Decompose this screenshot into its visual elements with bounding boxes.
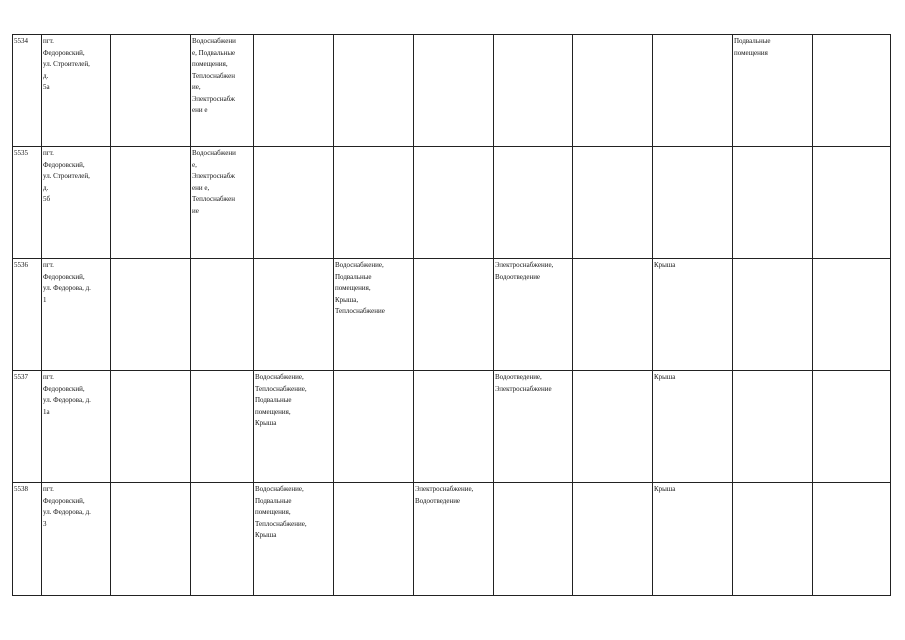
table-row: [13, 483, 891, 596]
cell-id: [13, 371, 42, 483]
cell-text-line: ие,: [192, 83, 201, 91]
address-line: 5а: [43, 83, 50, 91]
cell-text-line: Водоснабжение,: [255, 373, 304, 381]
cell-c7: [573, 259, 653, 371]
cell-empty: [813, 147, 891, 259]
cell-text-line: Крыша,: [335, 295, 359, 304]
address-line: Федоровский,: [43, 48, 85, 57]
cell-text-line: Водоснабжени: [192, 37, 236, 45]
cell-c6: [494, 483, 573, 596]
cell-c8: [653, 35, 733, 147]
cell-empty: [111, 147, 191, 259]
cell-c2: [191, 259, 254, 371]
cell-c4: [334, 483, 414, 596]
cell-c2: [191, 35, 254, 147]
cell-c9: [733, 483, 813, 596]
cell-address: [42, 147, 111, 259]
cell-c7: [573, 147, 653, 259]
cell-text-line: Подвальные: [335, 272, 372, 281]
cell-text-line: ие: [192, 206, 199, 215]
address-line: д.: [43, 183, 49, 192]
address-line: 1а: [43, 407, 50, 416]
cell-text-line: ени е: [192, 106, 208, 114]
row-id: 5537: [14, 373, 28, 381]
cell-text-line: Водоотведение,: [495, 373, 542, 381]
cell-c5: [414, 35, 494, 147]
cell-id: [13, 147, 42, 259]
cell-c2: [191, 483, 254, 596]
address-line: Федоровский,: [43, 160, 85, 169]
cell-address: [42, 35, 111, 147]
cell-text-line: помещения: [734, 48, 768, 57]
cell-text-line: Водоотведение: [415, 496, 461, 505]
cell-c7: [573, 483, 653, 596]
cell-empty: [813, 371, 891, 483]
cell-text-line: Электроснабжение: [495, 384, 552, 393]
address-line: пгт.: [43, 37, 54, 45]
address-line: ул. Федорова, д.: [43, 284, 91, 292]
table-row: [13, 259, 891, 371]
cell-text-line: Водоснабжение,: [335, 261, 384, 269]
cell-id: [13, 483, 42, 596]
row-id: 5538: [14, 485, 28, 493]
cell-text-line: помещения,: [255, 508, 291, 516]
cell-text-line: Водоснабжение,: [255, 485, 304, 493]
cell-c8: [653, 147, 733, 259]
cell-text-line: Электроснабжение,: [495, 261, 554, 269]
cell-text-line: Электроснабж: [192, 94, 235, 103]
cell-text-line: Теплоснабжение,: [255, 519, 307, 528]
cell-c4: [334, 371, 414, 483]
address-line: ул. Строителей,: [43, 60, 90, 68]
row-id: 5536: [14, 261, 28, 269]
cell-empty: [813, 483, 891, 596]
cell-c6: [494, 371, 573, 483]
cell-address: [42, 371, 111, 483]
cell-text-line: Электроснабж: [192, 172, 235, 180]
cell-c8: [653, 371, 733, 483]
cell-text-line: Крыша: [654, 373, 676, 381]
cell-text-line: Теплоснабжен: [192, 195, 235, 203]
address-line: ул. Федорова, д.: [43, 396, 91, 404]
cell-text-line: Теплоснабжение: [335, 307, 385, 315]
address-line: ул. Федорова, д.: [43, 508, 91, 516]
cell-c6: [494, 147, 573, 259]
cell-c2: [191, 147, 254, 259]
cell-text-line: Крыша: [654, 261, 676, 269]
housing-works-table: [12, 34, 891, 596]
cell-c7: [573, 371, 653, 483]
address-line: 5б: [43, 195, 51, 203]
cell-c3: [254, 147, 334, 259]
cell-text-line: Водоснабжени: [192, 149, 236, 157]
cell-text-line: Водоотведение: [495, 272, 541, 281]
cell-text-line: е, Подвальные: [192, 48, 236, 57]
cell-id: [13, 259, 42, 371]
cell-c5: [414, 259, 494, 371]
cell-empty: [111, 35, 191, 147]
address-line: 1: [43, 295, 47, 304]
cell-text-line: Теплоснабжение,: [255, 384, 307, 393]
cell-text-line: ени е,: [192, 183, 210, 192]
cell-c5: [414, 483, 494, 596]
cell-address: [42, 483, 111, 596]
cell-c8: [653, 259, 733, 371]
table-row: [13, 35, 891, 147]
cell-c7: [573, 35, 653, 147]
address-line: пгт.: [43, 149, 54, 157]
cell-c2: [191, 371, 254, 483]
cell-text-line: Крыша: [255, 419, 277, 427]
cell-c4: [334, 259, 414, 371]
cell-c3: [254, 259, 334, 371]
address-line: 3: [43, 519, 47, 528]
cell-c3: [254, 483, 334, 596]
address-line: пгт.: [43, 261, 54, 269]
row-id: 5534: [14, 37, 28, 45]
cell-c9: [733, 371, 813, 483]
address-line: Федоровский,: [43, 496, 85, 505]
cell-empty: [813, 259, 891, 371]
cell-empty: [111, 259, 191, 371]
cell-c5: [414, 147, 494, 259]
cell-c4: [334, 147, 414, 259]
cell-empty: [111, 371, 191, 483]
cell-address: [42, 259, 111, 371]
cell-c9: [733, 259, 813, 371]
cell-c6: [494, 259, 573, 371]
cell-text-line: Подвальные: [734, 37, 771, 45]
address-line: ул. Строителей,: [43, 172, 90, 180]
address-line: пгт.: [43, 373, 54, 381]
cell-c9: [733, 147, 813, 259]
cell-c3: [254, 35, 334, 147]
table-row: [13, 371, 891, 483]
cell-text-line: Подвальные: [255, 396, 292, 404]
cell-empty: [111, 483, 191, 596]
cell-c9: [733, 35, 813, 147]
cell-empty: [813, 35, 891, 147]
cell-text-line: Подвальные: [255, 496, 292, 505]
cell-text-line: помещения,: [192, 60, 228, 68]
cell-c4: [334, 35, 414, 147]
cell-c5: [414, 371, 494, 483]
cell-text-line: помещения,: [255, 407, 291, 416]
row-id: 5535: [14, 149, 28, 157]
cell-text-line: помещения,: [335, 284, 371, 292]
address-line: пгт.: [43, 485, 54, 493]
cell-text-line: Электроснабжение,: [415, 485, 474, 493]
cell-c8: [653, 483, 733, 596]
cell-text-line: Крыша: [654, 485, 676, 493]
address-line: Федоровский,: [43, 384, 85, 393]
table-row: [13, 147, 891, 259]
address-line: д.: [43, 71, 49, 80]
address-line: Федоровский,: [43, 272, 85, 281]
cell-text-line: Крыша: [255, 531, 277, 539]
cell-text-line: Теплоснабжен: [192, 71, 235, 80]
cell-c6: [494, 35, 573, 147]
cell-c3: [254, 371, 334, 483]
cell-text-line: е,: [192, 160, 197, 169]
cell-id: [13, 35, 42, 147]
